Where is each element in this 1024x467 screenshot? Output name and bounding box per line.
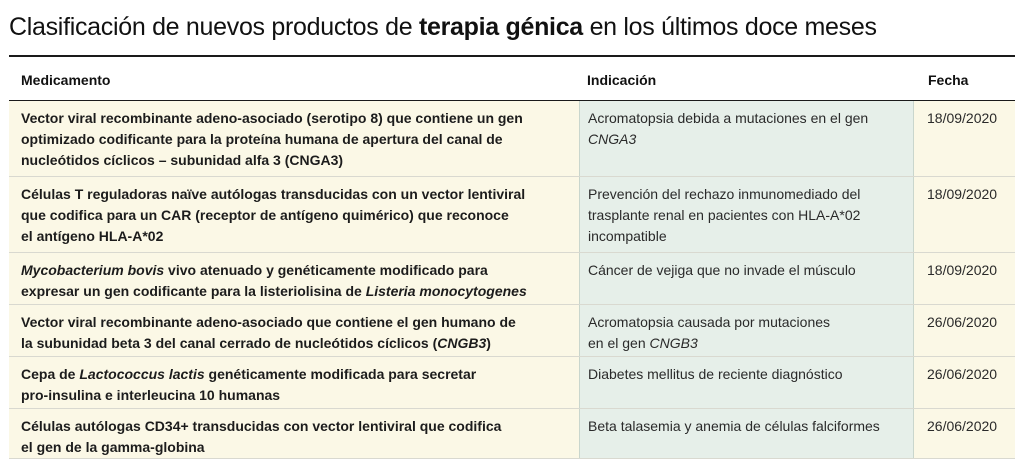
text: trasplante renal en pacientes con HLA-A*02 bbox=[588, 207, 861, 223]
cell-line bbox=[588, 333, 913, 354]
cell-medicamento bbox=[9, 253, 579, 304]
table-row bbox=[9, 253, 1015, 305]
cell-medicamento bbox=[9, 177, 579, 252]
text: Vector viral recombinante adeno-asociado (serotipo 8) que contiene un gen bbox=[21, 110, 523, 126]
page-title bbox=[9, 12, 877, 42]
text: genéticamente modificada para secretar bbox=[204, 366, 477, 382]
cell-medicamento bbox=[9, 357, 579, 408]
cell-line bbox=[21, 129, 579, 150]
cell-line bbox=[21, 364, 579, 385]
text: el gen de la gamma-globina bbox=[21, 439, 205, 455]
title-suffix: en los últimos doce meses bbox=[582, 13, 877, 41]
table-row bbox=[9, 357, 1015, 409]
table-row bbox=[9, 409, 1015, 459]
title-prefix: Clasificación de nuevos productos de bbox=[9, 13, 419, 41]
table-row bbox=[9, 305, 1015, 357]
cell-line bbox=[588, 205, 913, 226]
text: Prevención del rechazo inmunomediado del bbox=[588, 186, 861, 202]
cell-line bbox=[21, 108, 579, 129]
italic-text: Mycobacterium bovis bbox=[21, 262, 165, 278]
table-row bbox=[9, 177, 1015, 253]
cell-line bbox=[21, 184, 579, 205]
cell-medicamento bbox=[9, 101, 579, 176]
cell-fecha: 26/06/2020 bbox=[914, 357, 1015, 408]
text: Cepa de bbox=[21, 366, 80, 382]
text: nucleótidos cíclicos – subunidad alfa 3 (CNGA3) bbox=[21, 152, 344, 168]
header-medicamento: Medicamento bbox=[21, 72, 111, 88]
text: la subunidad beta 3 del canal cerrado de nucleótidos cíclicos ( bbox=[21, 335, 438, 351]
text: vivo atenuado y genéticamente modificado para bbox=[164, 262, 488, 278]
cell-line bbox=[588, 364, 913, 385]
cell-line bbox=[21, 260, 579, 281]
italic-text: CNGB3 bbox=[649, 335, 698, 351]
cell-line bbox=[21, 416, 579, 437]
cell-line bbox=[588, 184, 913, 205]
text: que codifica para un CAR (receptor de antígeno quimérico) que reconoce bbox=[21, 207, 509, 223]
table-body bbox=[9, 101, 1015, 459]
cell-line bbox=[21, 385, 579, 406]
cell-indicacion bbox=[579, 101, 914, 176]
cell-fecha: 18/09/2020 bbox=[914, 101, 1015, 176]
text: Células T reguladoras naïve autólogas transducidas con un vector lentiviral bbox=[21, 186, 526, 202]
text: Acromatopsia debida a mutaciones en el gen bbox=[588, 110, 869, 126]
text: incompatible bbox=[588, 228, 667, 244]
cell-fecha: 18/09/2020 bbox=[914, 177, 1015, 252]
italic-text: Lactococcus lactis bbox=[79, 366, 205, 382]
italic-text: CNGA3 bbox=[588, 131, 637, 147]
table-top-rule bbox=[9, 55, 1015, 57]
cell-indicacion bbox=[579, 177, 914, 252]
cell-line bbox=[21, 333, 579, 354]
cell-line bbox=[588, 260, 913, 281]
cell-line bbox=[21, 226, 579, 247]
italic-text: Listeria monocytogenes bbox=[365, 283, 527, 299]
cell-line bbox=[21, 312, 579, 333]
cell-line bbox=[588, 108, 913, 129]
text: Diabetes mellitus de reciente diagnóstico bbox=[588, 366, 843, 382]
cell-line bbox=[588, 312, 913, 333]
cell-indicacion bbox=[579, 357, 914, 408]
text: Cáncer de vejiga que no invade el músculo bbox=[588, 262, 856, 278]
text: expresar un gen codificante para la listeriolisina de bbox=[21, 283, 366, 299]
cell-fecha: 18/09/2020 bbox=[914, 253, 1015, 304]
text: ) bbox=[486, 335, 491, 351]
cell-fecha: 26/06/2020 bbox=[914, 305, 1015, 356]
text: pro-insulina e interleucina 10 humanas bbox=[21, 387, 281, 403]
text: en el gen bbox=[588, 335, 650, 351]
cell-indicacion bbox=[579, 305, 914, 356]
cell-line bbox=[588, 416, 913, 437]
cell-line bbox=[21, 281, 579, 302]
cell-indicacion bbox=[579, 409, 914, 458]
cell-indicacion bbox=[579, 253, 914, 304]
cell-medicamento bbox=[9, 409, 579, 458]
table-row bbox=[9, 101, 1015, 177]
cell-medicamento bbox=[9, 305, 579, 356]
cell-line bbox=[21, 205, 579, 226]
cell-line bbox=[21, 150, 579, 171]
text: Células autólogas CD34+ transducidas con vector lentiviral que codifica bbox=[21, 418, 502, 434]
text: Vector viral recombinante adeno-asociado que contiene el gen humano de bbox=[21, 314, 516, 330]
italic-text: CNGB3 bbox=[437, 335, 487, 351]
header-fecha: Fecha bbox=[928, 72, 969, 88]
text: Acromatopsia causada por mutaciones bbox=[588, 314, 831, 330]
cell-line bbox=[588, 226, 913, 247]
header-indicacion: Indicación bbox=[587, 72, 657, 88]
text: Beta talasemia y anemia de células falciformes bbox=[588, 418, 880, 434]
title-emphasis: terapia génica bbox=[418, 13, 583, 41]
cell-line bbox=[588, 129, 913, 150]
cell-fecha: 26/06/2020 bbox=[914, 409, 1015, 458]
cell-line bbox=[21, 437, 579, 458]
text: el antígeno HLA-A*02 bbox=[21, 228, 164, 244]
text: optimizado codificante para la proteína humana de apertura del canal de bbox=[21, 131, 503, 147]
